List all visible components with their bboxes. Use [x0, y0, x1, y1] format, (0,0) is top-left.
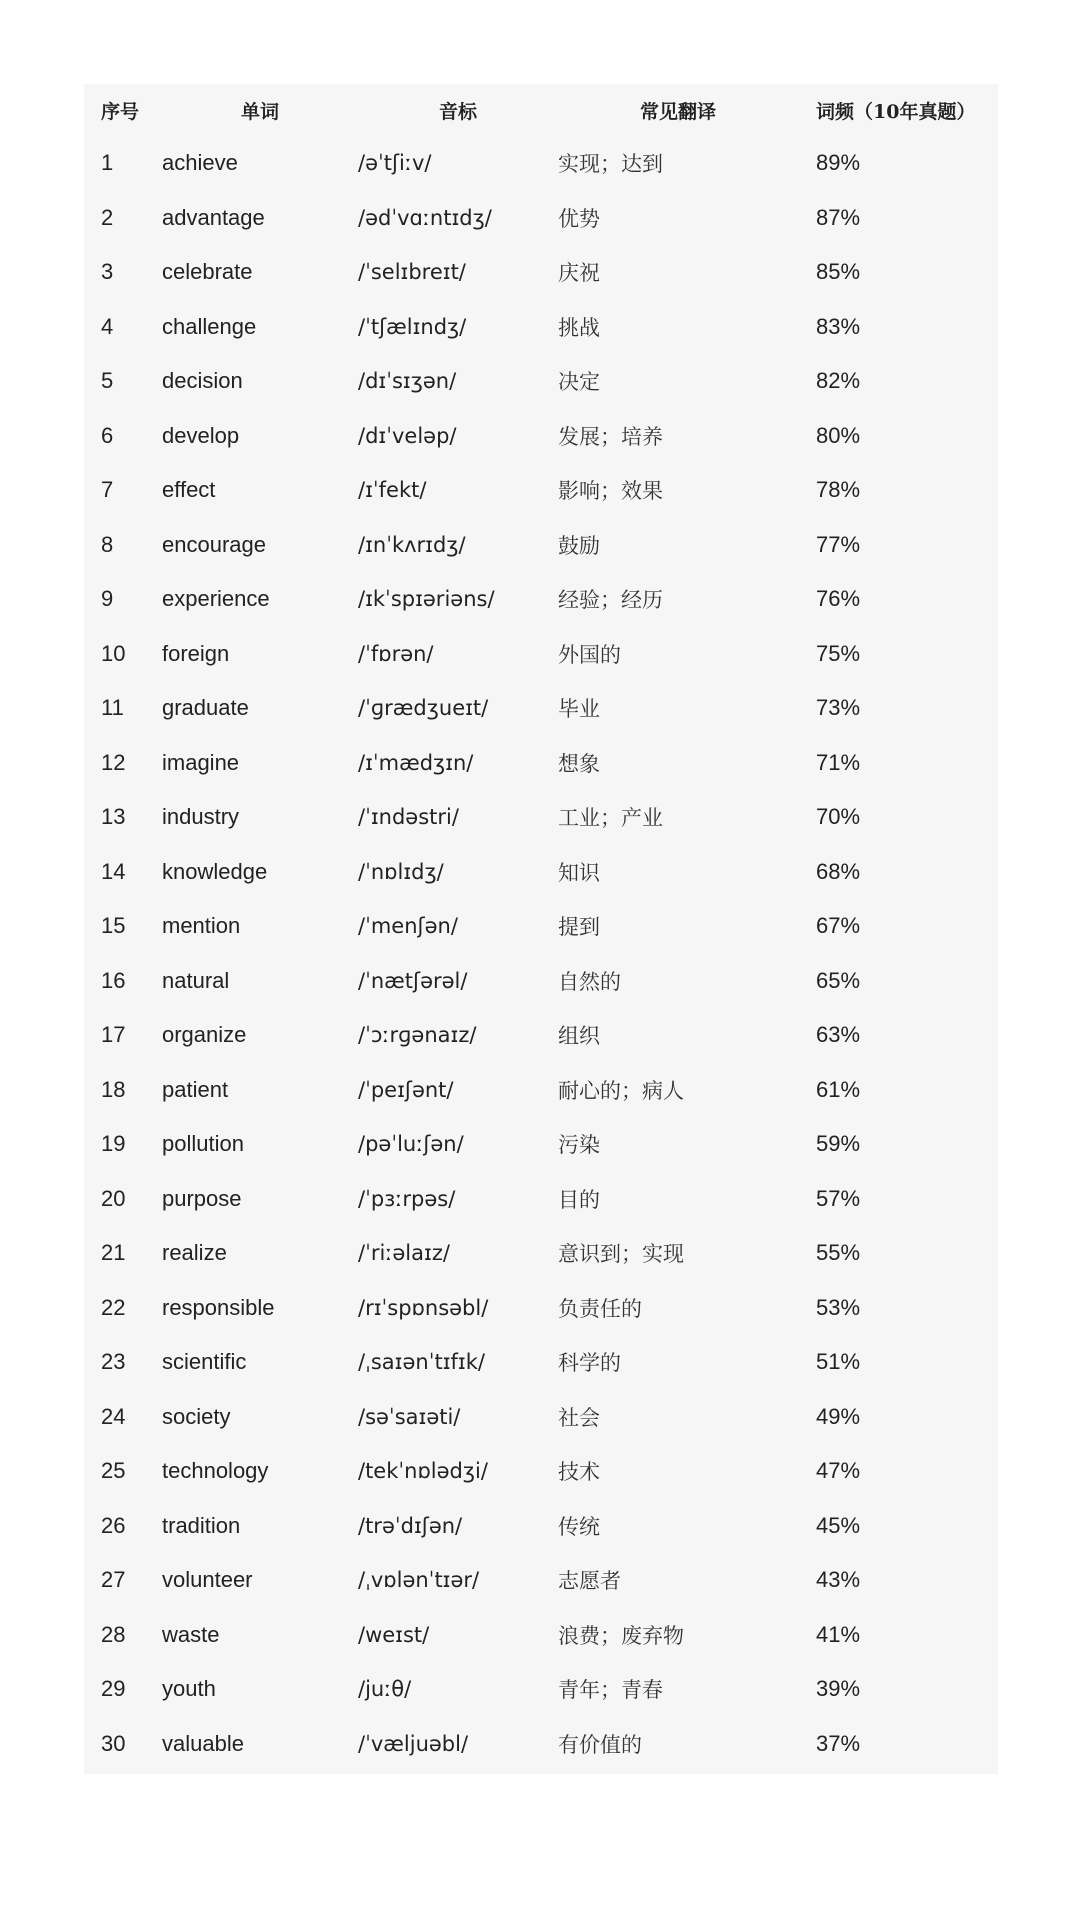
cell-phonetic: /ədˈvɑːntɪdʒ/	[358, 205, 492, 230]
table-row	[84, 1390, 998, 1445]
table-row	[84, 191, 998, 246]
cell-phonetic: /rɪˈspɒnsəbl/	[358, 1295, 489, 1320]
cell-translation: 志愿者	[558, 1569, 621, 1594]
cell-frequency: 63%	[816, 1022, 861, 1048]
cell-word: purpose	[162, 1185, 242, 1211]
cell-translation: 有价值的	[558, 1732, 642, 1757]
vocabulary-table	[84, 84, 998, 1771]
cell-frequency: 51%	[816, 1349, 861, 1375]
cell-number: 8	[101, 531, 114, 557]
cell-number: 23	[101, 1349, 126, 1375]
cell-translation: 鼓励	[558, 533, 600, 558]
cell-frequency: 85%	[816, 259, 861, 285]
cell-translation: 影响；效果	[558, 479, 663, 504]
cell-phonetic: /ˈpɜːrpəs/	[358, 1186, 456, 1211]
table-row	[84, 845, 998, 900]
table-row	[84, 1172, 998, 1227]
cell-phonetic: /tekˈnɒlədʒi/	[358, 1459, 488, 1484]
cell-translation: 组织	[558, 1024, 600, 1049]
cell-translation: 毕业	[558, 697, 600, 722]
cell-phonetic: /səˈsaɪəti/	[358, 1404, 461, 1429]
cell-translation: 发展；培养	[558, 424, 663, 449]
cell-word: develop	[162, 422, 240, 448]
cell-number: 3	[101, 259, 114, 285]
table-row	[84, 1281, 998, 1336]
cell-number: 19	[101, 1131, 126, 1157]
cell-word: celebrate	[162, 259, 253, 285]
cell-word: society	[162, 1403, 231, 1429]
cell-translation: 经验；经历	[558, 588, 663, 613]
cell-word: scientific	[162, 1349, 247, 1375]
cell-number: 22	[101, 1294, 126, 1320]
cell-phonetic: /ˈselɪbreɪt/	[358, 260, 466, 285]
cell-frequency: 41%	[816, 1621, 861, 1647]
cell-word: decision	[162, 368, 243, 394]
cell-frequency: 71%	[816, 749, 861, 775]
table-row	[84, 136, 998, 191]
cell-word: achieve	[162, 150, 238, 176]
table-row	[84, 681, 998, 736]
cell-translation: 挑战	[558, 315, 600, 340]
cell-number: 13	[101, 804, 126, 830]
cell-word: youth	[162, 1676, 216, 1702]
table-row	[84, 1717, 998, 1772]
cell-frequency: 43%	[816, 1567, 861, 1593]
cell-phonetic: /ˈpeɪʃənt/	[358, 1077, 454, 1102]
cell-word: imagine	[162, 749, 240, 775]
table-row	[84, 954, 998, 1009]
table-row	[84, 790, 998, 845]
cell-frequency: 37%	[816, 1730, 861, 1756]
cell-number: 7	[101, 477, 114, 503]
cell-phonetic: /ˈɡrædʒueɪt/	[358, 696, 489, 721]
cell-word: foreign	[162, 640, 230, 666]
cell-phonetic: /pəˈluːʃən/	[358, 1132, 464, 1157]
header-number: 序号	[101, 100, 140, 123]
cell-word: effect	[162, 477, 216, 503]
table-body	[84, 136, 998, 1771]
cell-number: 16	[101, 967, 126, 993]
cell-frequency: 59%	[816, 1131, 861, 1157]
cell-translation: 负责任的	[558, 1296, 642, 1321]
cell-phonetic: /ˈnɒlɪdʒ/	[358, 859, 444, 884]
cell-number: 4	[101, 313, 114, 339]
cell-phonetic: /trəˈdɪʃən/	[358, 1513, 463, 1538]
table-row	[84, 1662, 998, 1717]
cell-number: 11	[101, 695, 124, 721]
cell-phonetic: /ˈɪndəstri/	[358, 805, 459, 830]
cell-translation: 意识到；实现	[558, 1242, 684, 1267]
cell-number: 15	[101, 913, 126, 939]
cell-phonetic: /ˈnætʃərəl/	[358, 968, 468, 993]
cell-phonetic: /dɪˈsɪʒən/	[358, 369, 457, 394]
cell-phonetic: /ˈtʃælɪndʒ/	[358, 314, 467, 339]
cell-number: 12	[101, 749, 126, 775]
cell-word: mention	[162, 913, 241, 939]
cell-frequency: 49%	[816, 1403, 861, 1429]
header-word: 单词	[240, 100, 279, 123]
cell-frequency: 76%	[816, 586, 861, 612]
cell-translation: 目的	[558, 1187, 600, 1212]
cell-number: 6	[101, 422, 114, 448]
header-translation: 常见翻译	[639, 100, 716, 123]
cell-frequency: 89%	[816, 150, 861, 176]
cell-word: knowledge	[162, 858, 268, 884]
cell-number: 26	[101, 1512, 126, 1538]
cell-frequency: 87%	[816, 204, 861, 230]
cell-frequency: 68%	[816, 858, 861, 884]
header-row	[84, 84, 998, 136]
cell-frequency: 77%	[816, 531, 861, 557]
cell-number: 1	[101, 150, 114, 176]
cell-word: graduate	[162, 695, 249, 721]
cell-word: encourage	[162, 531, 266, 557]
cell-word: realize	[162, 1240, 227, 1266]
cell-phonetic: /əˈtʃiːv/	[358, 151, 432, 176]
cell-translation: 耐心的；病人	[558, 1078, 684, 1103]
table-row	[84, 1335, 998, 1390]
cell-number: 9	[101, 586, 114, 612]
cell-word: valuable	[162, 1730, 244, 1756]
cell-frequency: 70%	[816, 804, 861, 830]
table-row	[84, 245, 998, 300]
table-row	[84, 1117, 998, 1172]
cell-number: 14	[101, 858, 126, 884]
cell-translation: 青年；青春	[558, 1678, 663, 1703]
cell-word: pollution	[162, 1131, 244, 1157]
cell-number: 17	[101, 1022, 126, 1048]
cell-frequency: 47%	[816, 1458, 861, 1484]
cell-frequency: 45%	[816, 1512, 861, 1538]
cell-frequency: 83%	[816, 313, 861, 339]
cell-phonetic: /ˈfɒrən/	[358, 641, 434, 666]
cell-frequency: 61%	[816, 1076, 861, 1102]
cell-word: experience	[162, 586, 270, 612]
cell-word: volunteer	[162, 1567, 253, 1593]
cell-phonetic: /ɪˈmædʒɪn/	[358, 750, 474, 775]
cell-word: industry	[162, 804, 240, 830]
cell-phonetic: /dɪˈveləp/	[358, 423, 457, 448]
cell-frequency: 67%	[816, 913, 861, 939]
table-header	[84, 84, 998, 136]
cell-word: tradition	[162, 1512, 241, 1538]
cell-translation: 社会	[558, 1405, 600, 1430]
cell-number: 18	[101, 1076, 126, 1102]
cell-phonetic: /ɪˈfekt/	[358, 478, 427, 503]
cell-translation: 传统	[558, 1514, 600, 1539]
table-row	[84, 300, 998, 355]
cell-frequency: 53%	[816, 1294, 861, 1320]
cell-translation: 自然的	[558, 969, 621, 994]
cell-frequency: 75%	[816, 640, 861, 666]
cell-translation: 技术	[558, 1460, 600, 1485]
table-row	[84, 1444, 998, 1499]
cell-number: 29	[101, 1676, 126, 1702]
cell-number: 20	[101, 1185, 126, 1211]
cell-translation: 知识	[558, 860, 600, 885]
header-frequency: 词频（10年真题）	[816, 100, 976, 123]
cell-phonetic: /ˈriːəlaɪz/	[358, 1241, 450, 1266]
cell-word: natural	[162, 967, 230, 993]
cell-word: responsible	[162, 1294, 275, 1320]
cell-phonetic: /ˌvɒlənˈtɪər/	[358, 1568, 480, 1593]
cell-phonetic: /ˈmenʃən/	[358, 914, 458, 939]
cell-frequency: 39%	[816, 1676, 861, 1702]
table-row	[84, 736, 998, 791]
cell-number: 28	[101, 1621, 126, 1647]
cell-phonetic: /ˈɔːrɡənaɪz/	[358, 1023, 477, 1048]
cell-number: 24	[101, 1403, 126, 1429]
cell-translation: 外国的	[558, 642, 621, 667]
cell-frequency: 82%	[816, 368, 861, 394]
cell-translation: 庆祝	[558, 261, 600, 286]
cell-word: advantage	[162, 204, 265, 230]
cell-number: 25	[101, 1458, 126, 1484]
cell-translation: 浪费；废弃物	[558, 1623, 684, 1648]
table-row	[84, 1226, 998, 1281]
table-row	[84, 1608, 998, 1663]
cell-translation: 提到	[558, 915, 600, 940]
cell-translation: 污染	[558, 1133, 600, 1158]
cell-phonetic: /ɪnˈkʌrɪdʒ/	[358, 532, 466, 557]
cell-word: patient	[162, 1076, 229, 1102]
cell-translation: 工业；产业	[558, 806, 663, 831]
table-row	[84, 463, 998, 518]
cell-frequency: 55%	[816, 1240, 861, 1266]
vocabulary-table-container	[84, 84, 998, 1774]
cell-number: 30	[101, 1730, 126, 1756]
cell-word: technology	[162, 1458, 269, 1484]
cell-word: organize	[162, 1022, 247, 1048]
cell-number: 10	[101, 640, 126, 666]
cell-frequency: 65%	[816, 967, 861, 993]
cell-frequency: 78%	[816, 477, 861, 503]
cell-frequency: 80%	[816, 422, 861, 448]
cell-frequency: 57%	[816, 1185, 861, 1211]
table-row	[84, 354, 998, 409]
cell-number: 2	[101, 204, 114, 230]
cell-translation: 优势	[558, 206, 600, 231]
cell-number: 27	[101, 1567, 126, 1593]
table-row	[84, 1008, 998, 1063]
cell-number: 5	[101, 368, 114, 394]
cell-translation: 科学的	[558, 1351, 621, 1376]
table-row	[84, 409, 998, 464]
table-row	[84, 518, 998, 573]
table-row	[84, 1499, 998, 1554]
header-phonetic: 音标	[438, 100, 477, 123]
table-row	[84, 1063, 998, 1118]
cell-phonetic: /ˌsaɪənˈtɪfɪk/	[358, 1350, 485, 1375]
cell-phonetic: /juːθ/	[358, 1677, 412, 1702]
cell-phonetic: /ˈvæljuəbl/	[358, 1731, 469, 1756]
table-row	[84, 899, 998, 954]
cell-number: 21	[101, 1240, 126, 1266]
table-row	[84, 627, 998, 682]
cell-translation: 想象	[558, 751, 600, 776]
table-row	[84, 1553, 998, 1608]
cell-phonetic: /ɪkˈspɪəriəns/	[358, 587, 495, 612]
cell-word: challenge	[162, 313, 257, 339]
cell-translation: 决定	[558, 370, 600, 395]
table-row	[84, 572, 998, 627]
cell-phonetic: /weɪst/	[358, 1622, 430, 1647]
cell-word: waste	[162, 1621, 220, 1647]
cell-frequency: 73%	[816, 695, 861, 721]
cell-translation: 实现；达到	[558, 152, 663, 177]
